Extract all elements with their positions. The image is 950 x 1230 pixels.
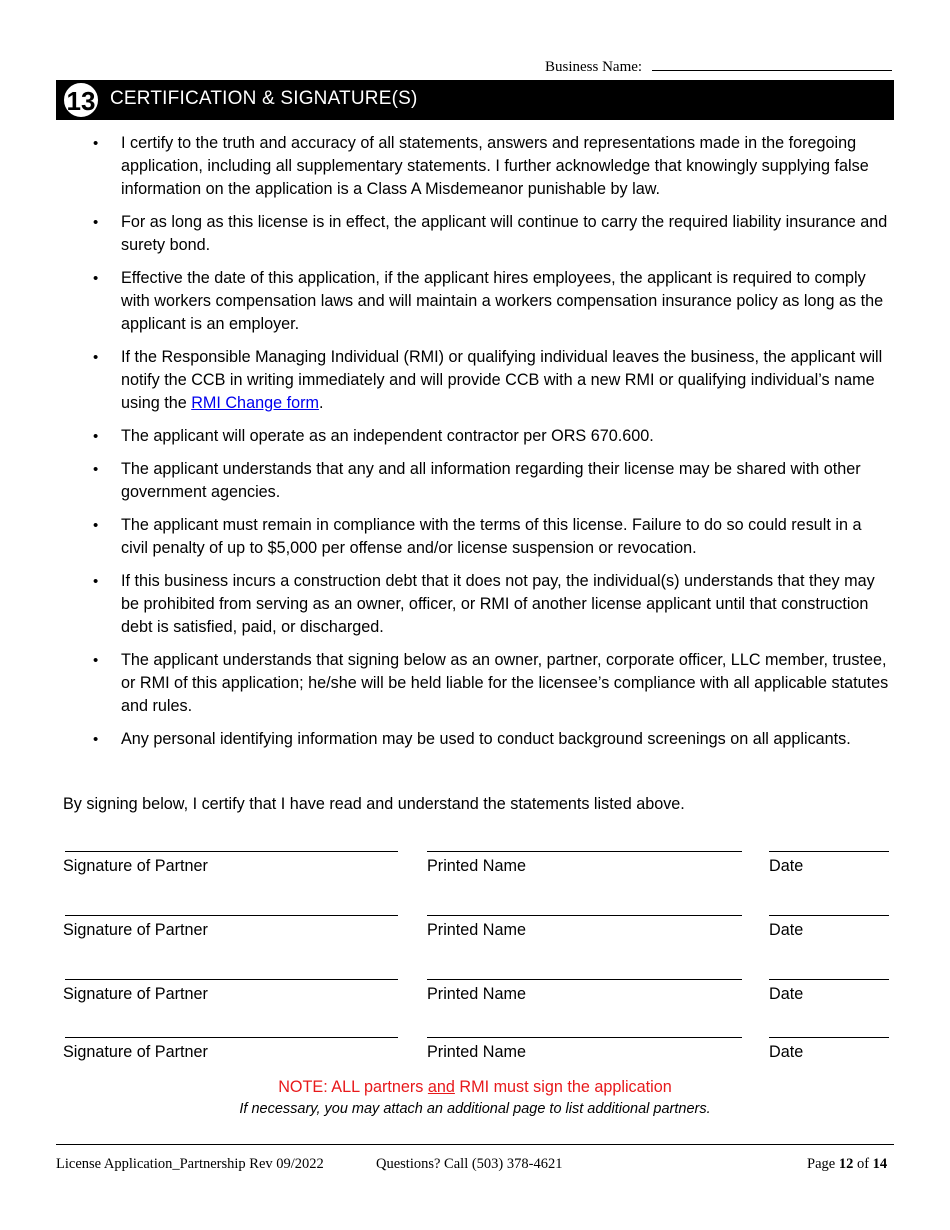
signing-note: NOTE: ALL partners and RMI must sign the application [278,1078,672,1096]
list-item: • Any personal identifying information may be used to conduct background screenings on all applicants. [90,728,890,751]
date-label: Date [769,985,804,1003]
section-number-badge: 13 [62,81,100,119]
bullet-icon: • [93,214,99,231]
date-label: Date [769,921,804,939]
section-header [56,80,894,120]
list-item: • The applicant must remain in compliance with the terms of this license. Failure to do so could result in a civil penalty of up to $5,000 per offense and/or license suspension or revocation. [93,516,862,557]
date-label: Date [769,857,804,875]
list-item: • The applicant will operate as an independent contractor per ORS 670.600. [90,425,890,448]
printed-name-label: Printed Name [427,1043,526,1061]
note-underlined-word: and [427,1078,455,1096]
signature-label: Signature of Partner [63,857,208,875]
bullet-icon: • [93,652,99,669]
bullet-icon: • [93,135,99,152]
printed-name-label: Printed Name [427,857,526,875]
section-title: CERTIFICATION & SIGNATURE(S) [110,88,418,109]
signature-line[interactable] [65,833,398,852]
printed-name-line[interactable] [427,1019,742,1038]
business-name-line[interactable] [652,56,892,71]
bullet-icon: • [93,517,99,534]
signature-row [0,833,950,873]
certification-list [90,132,890,761]
certify-intro: By signing below, I certify that I have read and understand the statements listed above. [63,795,685,813]
bullet-icon: • [93,573,99,590]
printed-name-line[interactable] [427,961,742,980]
footer-divider [56,1144,894,1145]
signature-label: Signature of Partner [63,1043,208,1061]
bullet-icon: • [93,428,99,445]
business-name-field[interactable] [545,56,892,76]
date-line[interactable] [769,1019,889,1038]
printed-name-label: Printed Name [427,985,526,1003]
list-item: • If this business incurs a construction debt that it does not pay, the individual(s) understands that they may be prohibited from serving as an owner, officer, or RMI of another license applicant until that construction debt is satisfied, paid, or discharged. [93,572,875,636]
printed-name-label: Printed Name [427,921,526,939]
rmi-change-form-link[interactable]: RMI Change form [191,394,319,412]
bullet-icon: • [93,461,99,478]
signature-label: Signature of Partner [63,921,208,939]
signature-line[interactable] [65,897,398,916]
date-line[interactable] [769,833,889,852]
list-item: • If the Responsible Managing Individual (RMI) or qualifying individual leaves the business, the applicant will notify the CCB in writing immediately and will provide CCB with a new RMI or qualifying individual’s name using the RMI Change form. [93,348,883,412]
signature-row [0,897,950,937]
footer-page-number: Page 12 of 14 [807,1156,888,1172]
footer-questions: Questions? Call (503) 378-4621 [376,1156,563,1172]
list-item: • Effective the date of this application, if the applicant hires employees, the applicant is required to comply with workers compensation laws and will maintain a workers compensation insurance policy as long as the applicant is an employer. [93,269,884,333]
signing-note-subtext: If necessary, you may attach an additional page to list additional partners. [239,1101,711,1117]
bullet-icon: • [93,349,99,366]
printed-name-line[interactable] [427,897,742,916]
signature-row [0,1019,950,1059]
signature-label: Signature of Partner [63,985,208,1003]
printed-name-line[interactable] [427,833,742,852]
list-item: • The applicant understands that signing below as an owner, partner, corporate officer, LLC member, trustee, or RMI of this application; he/she will be held liable for the licensee’s compliance with all applicable statutes and rules. [93,651,889,715]
signature-line[interactable] [65,961,398,980]
list-item: • The applicant understands that any and all information regarding their license may be shared with other government agencies. [93,460,861,501]
list-item: • I certify to the truth and accuracy of all statements, answers and representations made in the foregoing application, including all supplementary statements. I further acknowledge that knowingly supplying false information on the application is a Class A Misdemeanor punishable by law. [93,134,869,198]
date-line[interactable] [769,897,889,916]
business-name-label: Business Name: [545,59,643,75]
date-line[interactable] [769,961,889,980]
list-item: • For as long as this license is in effect, the applicant will continue to carry the required liability insurance and surety bond. [93,213,888,254]
bullet-icon: • [93,731,99,748]
date-label: Date [769,1043,804,1061]
signature-row [0,961,950,1001]
bullet-icon: • [93,270,99,287]
footer-form-name: License Application_Partnership Rev 09/2022 [56,1156,324,1172]
signature-line[interactable] [65,1019,398,1038]
